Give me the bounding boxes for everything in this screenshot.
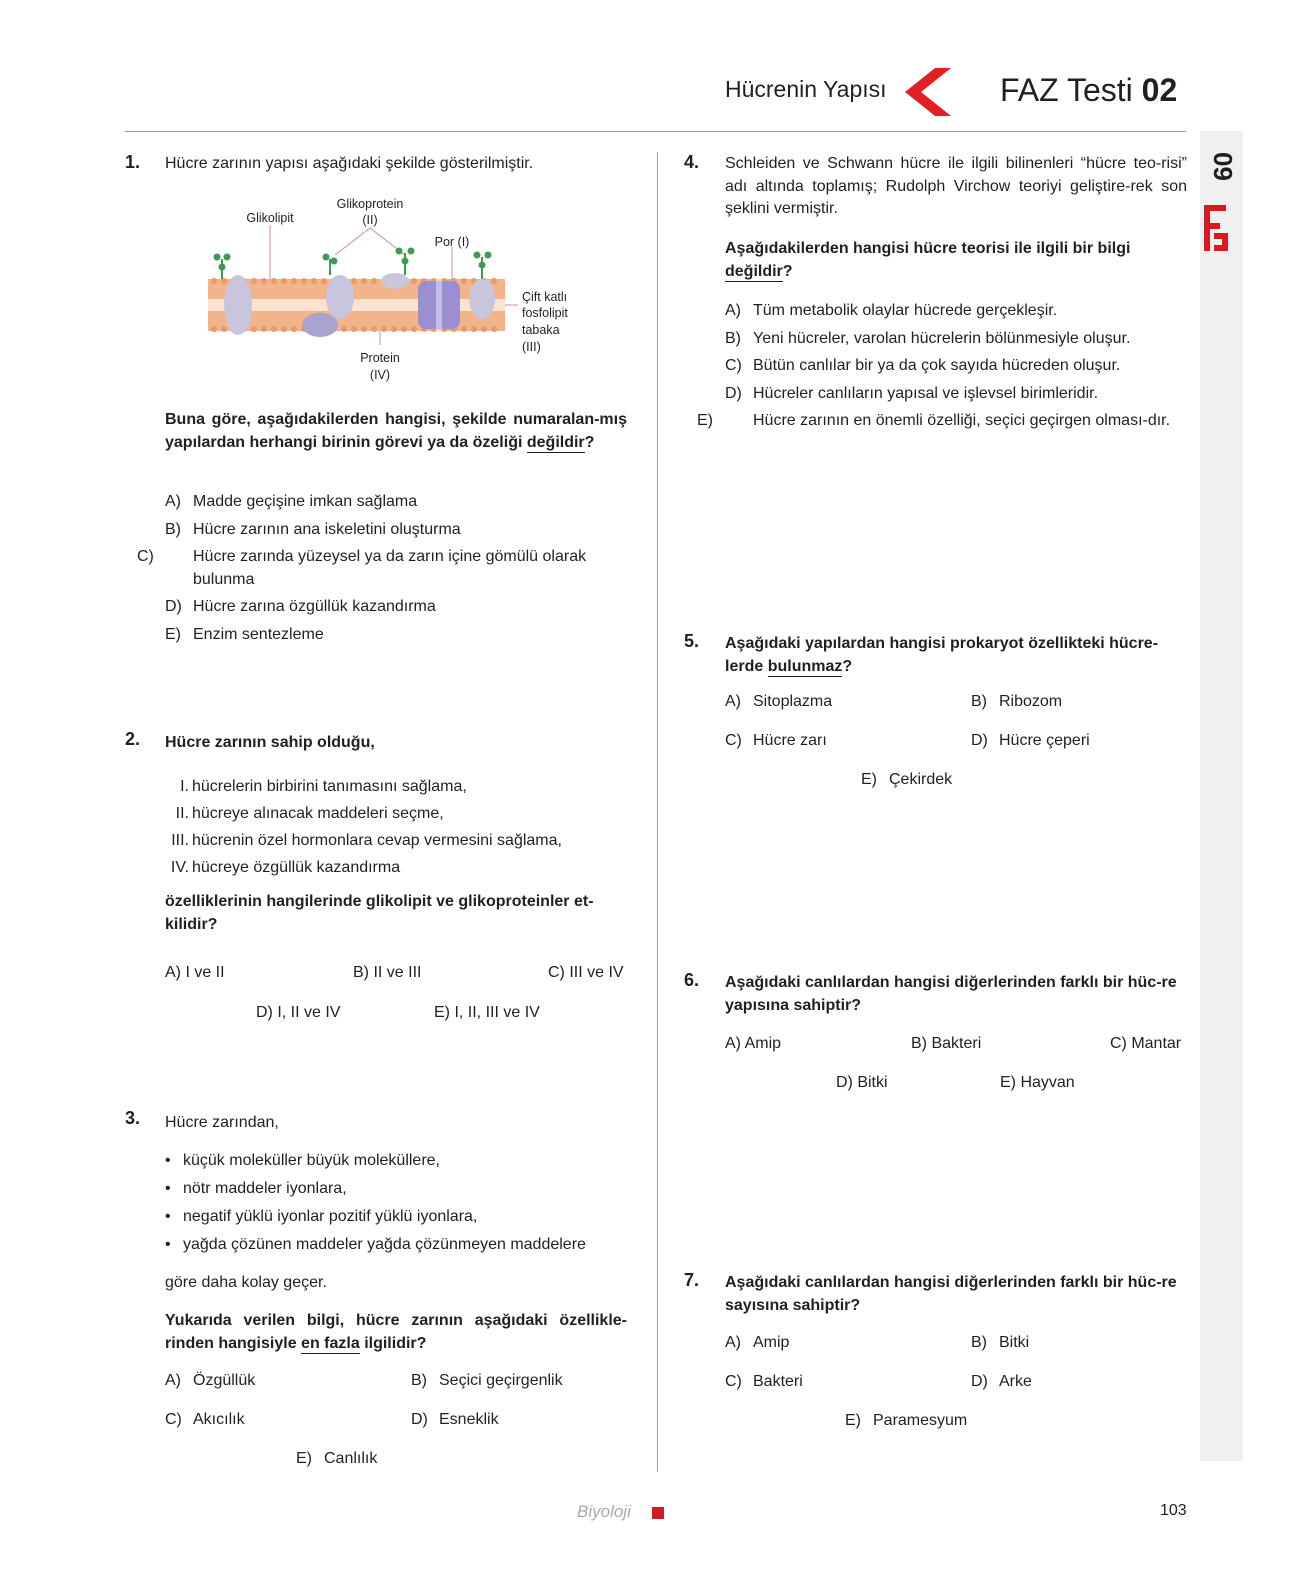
option-text: Madde geçişine imkan sağlama <box>193 493 418 510</box>
option-letter: A) <box>165 1372 181 1389</box>
q4-question-underlined: değildir <box>725 262 783 280</box>
q5-option-c[interactable] <box>725 730 827 753</box>
q4-stem: Schleiden ve Schwann hücre ile ilgili bilinenleri “hücre teo-risi” adı altında toplamış; Rudolph Virchow teoriyi geliştire-rek son şeklini vermiştir. <box>725 155 1187 217</box>
q5-option-e[interactable] <box>861 769 952 792</box>
q3-question <box>165 1310 627 1355</box>
faz-logo-icon <box>1204 205 1228 251</box>
option-letter: A) <box>725 1334 741 1351</box>
q3-stem: Hücre zarından, <box>165 1114 279 1131</box>
q1-question <box>165 409 627 454</box>
q6-number: 6. <box>684 970 700 990</box>
q7-option-a[interactable] <box>725 1332 789 1355</box>
option-text: Amip <box>753 1334 790 1351</box>
option-letter: B) <box>971 1334 987 1351</box>
q4-question-text: Aşağıdakilerden hangisi hücre teorisi ile ilgili bir bilgi <box>725 240 1131 257</box>
q4-number: 4. <box>684 152 700 172</box>
option-letter: B) <box>165 520 181 538</box>
q4-question <box>725 238 1187 283</box>
test-name: FAZ Testi <box>1000 72 1133 108</box>
header-divider <box>125 131 1186 132</box>
option-text: Arke <box>999 1373 1032 1390</box>
red-chevron-icon <box>905 68 951 116</box>
option-text: Akıcılık <box>193 1411 245 1428</box>
q4-option-c[interactable] <box>725 355 1190 378</box>
bullet-text: negatif yüklü iyonlar pozitif yüklü iyonlara, <box>183 1208 478 1225</box>
q1-question-mark: ? <box>584 433 595 451</box>
option-letter: C) <box>137 548 154 565</box>
option-text: Hücre zarı <box>753 732 827 749</box>
q6-question: Aşağıdaki canlılardan hangisi diğerlerinden farklı bir hüc-re yapısına sahiptir? <box>725 974 1177 1014</box>
option-text: Enzim sentezleme <box>193 625 324 643</box>
q2-option-c[interactable]: C) III ve IV <box>548 964 624 981</box>
q2-item-3 <box>163 830 562 852</box>
option-text: Yeni hücreler, varolan hücrelerin bölünmesiyle oluşur. <box>753 329 1131 347</box>
option-text: Hücre çeperi <box>999 732 1090 749</box>
header-topic: Hücrenin Yapısı <box>725 76 887 102</box>
option-text: Hücreler canlıların yapısal ve işlevsel birimleridir. <box>753 384 1099 402</box>
q2-option-b[interactable]: B) II ve III <box>353 964 422 981</box>
bullet-text: nötr maddeler iyonlara, <box>183 1180 347 1197</box>
q1-question-underlined: değildir <box>526 433 585 451</box>
option-letter: B) <box>411 1372 427 1389</box>
q6-option-b[interactable]: B) Bakteri <box>911 1035 982 1052</box>
option-letter: E) <box>165 625 181 643</box>
q2-item-4 <box>163 857 562 879</box>
option-text: Sitoplazma <box>753 693 833 710</box>
label-protein-num: (IV) <box>369 368 391 382</box>
q4-option-a[interactable] <box>725 300 1190 323</box>
option-letter: B) <box>971 693 987 710</box>
q3-option-b[interactable] <box>411 1370 563 1393</box>
option-letter: C) <box>725 732 742 749</box>
q5-number: 5. <box>684 631 700 651</box>
roman-numeral: I. <box>180 778 189 795</box>
q3-after: göre daha kolay geçer. <box>165 1274 327 1291</box>
item-text: hücreye alınacak maddeleri seçme, <box>192 805 444 822</box>
q3-option-a[interactable] <box>165 1370 255 1393</box>
q3-question-underlined: en fazla <box>301 1334 360 1352</box>
q1-options <box>137 491 630 646</box>
q3-question-end: ilgilidir? <box>364 1334 427 1352</box>
q5-question-mark: ? <box>842 657 853 675</box>
q7-question: Aşağıdaki canlılardan hangisi diğerlerinden farklı bir hüc-re sayısına sahiptir? <box>725 1274 1177 1314</box>
bullet-text: yağda çözünen maddeler yağda çözünmeyen maddelere <box>183 1236 586 1253</box>
option-letter: C) <box>725 1373 742 1390</box>
q2-number: 2. <box>125 729 141 749</box>
label-glikoprotein: Glikoprotein <box>336 197 404 211</box>
option-letter: D) <box>165 598 182 615</box>
q1-option-d[interactable] <box>165 596 630 619</box>
option-text: Hücre zarında yüzeysel ya da zarın içine gömülü olarak bulunma <box>193 548 587 588</box>
option-letter: E) <box>296 1450 312 1467</box>
q7-number: 7. <box>684 1270 700 1290</box>
q3-question-text: Yukarıda verilen bilgi, hücre zarının aşağıdaki özellikle-rinden hangisiyle <box>165 1312 627 1352</box>
label-protein: Protein <box>360 351 400 365</box>
q3-option-e[interactable] <box>296 1448 377 1471</box>
option-text: Hücre zarının en önemli özelliği, seçici geçirgen olması-dır. <box>753 412 1171 429</box>
side-tab-number: 09 <box>1208 152 1238 181</box>
option-letter: A) <box>725 302 741 319</box>
q3-option-c[interactable] <box>165 1409 245 1432</box>
option-text: Tüm metabolik olaylar hücrede gerçekleşir. <box>753 302 1058 319</box>
q1-option-c[interactable] <box>137 546 630 591</box>
q5-question-text: Aşağıdaki yapılardan hangisi prokaryot özellikteki hücre-lerde <box>725 635 1159 675</box>
q2-option-a[interactable]: A) I ve II <box>165 964 225 981</box>
q3-bullet-1: • küçük moleküller büyük moleküllere, <box>165 1152 440 1169</box>
header-test-title <box>1000 72 1177 109</box>
option-letter: B) <box>725 329 741 347</box>
q5-option-d[interactable] <box>971 730 1090 753</box>
q6-option-e[interactable]: E) Hayvan <box>1000 1074 1075 1091</box>
option-letter: C) <box>165 1411 182 1428</box>
option-letter: E) <box>845 1412 861 1429</box>
option-letter: A) <box>165 493 181 510</box>
q1-option-a[interactable] <box>165 491 630 514</box>
q2-item-1 <box>163 776 562 798</box>
side-tab <box>1200 131 1243 1461</box>
q3-bullets <box>165 1150 586 1256</box>
q4-option-b[interactable] <box>725 328 1190 351</box>
roman-numeral: II. <box>175 805 189 822</box>
page-number: 103 <box>1160 1502 1187 1519</box>
footer-square-icon <box>652 1507 664 1519</box>
q5-option-a[interactable] <box>725 691 832 714</box>
option-text: Özgüllük <box>193 1372 256 1389</box>
q5-question <box>725 633 1187 678</box>
option-letter: E) <box>697 412 713 429</box>
roman-numeral: III. <box>171 832 189 849</box>
q2-stem: Hücre zarının sahip olduğu, <box>165 734 375 751</box>
q4-option-d[interactable] <box>725 383 1190 406</box>
test-number: 02 <box>1141 72 1178 108</box>
option-text: Bakteri <box>753 1373 803 1390</box>
q4-option-e[interactable] <box>697 410 1190 433</box>
q3-bullet-2: • nötr maddeler iyonlara, <box>165 1180 347 1197</box>
item-text: hücreye özgüllük kazandırma <box>192 859 401 876</box>
option-text: Bitki <box>999 1334 1030 1351</box>
label-glikoprotein-num: (II) <box>362 213 378 227</box>
option-text: Canlılık <box>324 1450 378 1467</box>
q7-option-d[interactable] <box>971 1371 1032 1394</box>
item-text: hücrenin özel hormonlara cevap vermesini sağlama, <box>192 832 562 849</box>
option-letter: D) <box>411 1411 428 1428</box>
q4-options <box>697 300 1190 433</box>
option-letter: D) <box>971 732 988 749</box>
cell-membrane-diagram <box>200 195 600 390</box>
option-text: Hücre zarının ana iskeletini oluşturma <box>193 520 461 538</box>
label-tabaka-num: (III) <box>522 340 541 354</box>
q3-number: 3. <box>125 1108 141 1128</box>
q2-option-d[interactable]: D) I, II ve IV <box>256 1004 341 1021</box>
q2-item-2 <box>163 803 562 825</box>
q1-stem: Hücre zarının yapısı aşağıdaki şekilde gösterilmiştir. <box>165 155 534 172</box>
q6-option-c[interactable]: C) Mantar <box>1110 1035 1182 1052</box>
q4-question-mark: ? <box>782 262 793 280</box>
q3-bullet-4: • yağda çözünen maddeler yağda çözünmeyen maddelere <box>165 1236 586 1253</box>
label-tabaka: tabaka <box>522 323 560 337</box>
option-text: Çekirdek <box>889 771 953 788</box>
option-text: Paramesyum <box>873 1412 968 1429</box>
q1-option-e[interactable] <box>165 624 630 647</box>
q3-bullet-3: • negatif yüklü iyonlar pozitif yüklü iyonlara, <box>165 1208 478 1225</box>
q3-option-d[interactable] <box>411 1409 499 1432</box>
option-text: Bütün canlılar bir ya da çok sayıda hücreden oluşur. <box>753 357 1121 374</box>
roman-numeral: IV. <box>170 859 189 876</box>
option-letter: E) <box>861 771 877 788</box>
option-text: Esneklik <box>439 1411 499 1428</box>
q7-option-c[interactable] <box>725 1371 803 1394</box>
label-cift-katli: Çift katlı <box>522 290 568 304</box>
q1-option-b[interactable] <box>165 519 630 542</box>
q1-question-text: Buna göre, aşağıdakilerden hangisi, şekilde numaralan-mış yapılardan herhangi birinin görevi ya da özeliği <box>165 411 627 451</box>
q7-option-b[interactable] <box>971 1332 1029 1355</box>
q7-option-e[interactable] <box>845 1410 967 1433</box>
q2-question: özelliklerinin hangilerinde glikolipit ve glikoproteinler et-kilidir? <box>165 893 594 933</box>
q5-option-b[interactable] <box>971 691 1062 714</box>
q6-option-a[interactable]: A) Amip <box>725 1035 782 1052</box>
option-text: Hücre zarına özgüllük kazandırma <box>193 598 436 615</box>
option-text: Ribozom <box>999 693 1063 710</box>
q6-option-d[interactable]: D) Bitki <box>836 1074 888 1091</box>
q2-items <box>163 776 562 879</box>
item-text: hücrelerin birbirini tanımasını sağlama, <box>192 778 467 795</box>
option-letter: C) <box>725 357 742 374</box>
option-text: Seçici geçirgenlik <box>439 1372 563 1389</box>
q1-number: 1. <box>125 152 141 172</box>
q2-option-e[interactable]: E) I, II, III ve IV <box>434 1004 540 1021</box>
footer-subject: Biyoloji <box>577 1502 631 1521</box>
option-letter: D) <box>725 384 742 402</box>
label-glikolipit: Glikolipit <box>246 211 294 225</box>
label-por: Por (I) <box>434 235 470 249</box>
option-letter: D) <box>971 1373 988 1390</box>
q5-question-underlined: bulunmaz <box>767 657 843 675</box>
bullet-text: küçük moleküller büyük moleküllere, <box>183 1152 440 1169</box>
column-divider <box>657 152 658 1472</box>
label-fosfolipit: fosfolipit <box>522 306 568 320</box>
option-letter: A) <box>725 693 741 710</box>
